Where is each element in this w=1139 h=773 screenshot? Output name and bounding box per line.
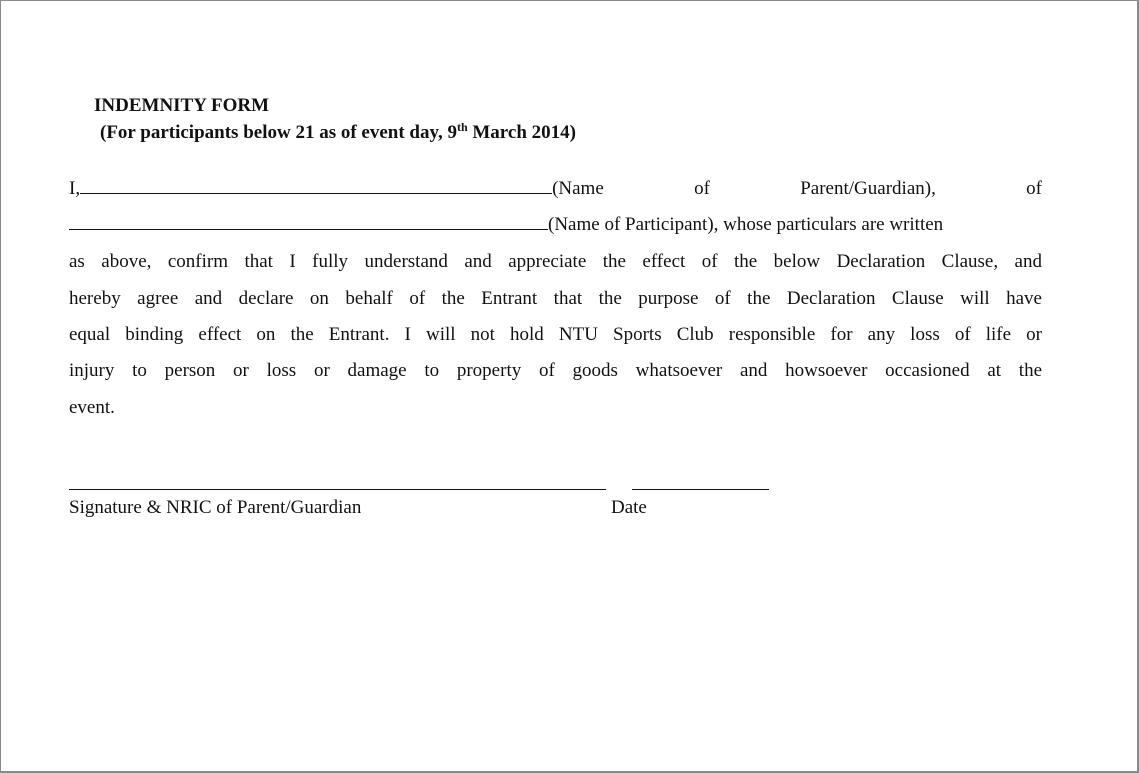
of-word-end: of [1026,178,1042,199]
participant-name-blank[interactable] [69,213,548,230]
date-blank[interactable] [632,488,769,490]
name-label-word: (Name [552,178,604,199]
paragraph-line-3: as above, confirm that I fully understand and appreciate the effect of the below Declaration Clause, and [69,251,1042,272]
form-title: INDEMNITY FORM [94,95,270,116]
parent-name-segment [69,177,604,201]
form-subtitle [100,122,576,144]
signature-label: Signature & NRIC of Parent/Guardian [69,497,362,518]
signature-blank[interactable] [69,488,606,490]
paragraph-line-2 [69,213,1042,237]
parent-name-blank[interactable] [80,177,552,194]
paragraph-line-7: event. [69,397,115,418]
paragraph-line-1 [69,177,1042,201]
subtitle-text-end: March 2014) [467,122,576,143]
subtitle-text: (For participants below 21 as of event day, 9 [100,122,457,143]
paragraph-line-6: injury to person or loss or damage to property of goods whatsoever and howsoever occasioned at the [69,360,1042,381]
paragraph-line-4: hereby agree and declare on behalf of the Entrant that the purpose of the Declaration Clause will have [69,288,1042,309]
date-label: Date [611,497,647,518]
participant-label-text: (Name of Participant), whose particulars are written [548,214,944,235]
pronoun-text: I, [69,178,81,199]
paragraph-line-5: equal binding effect on the Entrant. I will not hold NTU Sports Club responsible for any loss of life or [69,324,1042,345]
of-word: of [694,178,710,199]
parent-guardian-label: Parent/Guardian), [800,178,936,199]
subtitle-superscript: th [456,120,468,134]
